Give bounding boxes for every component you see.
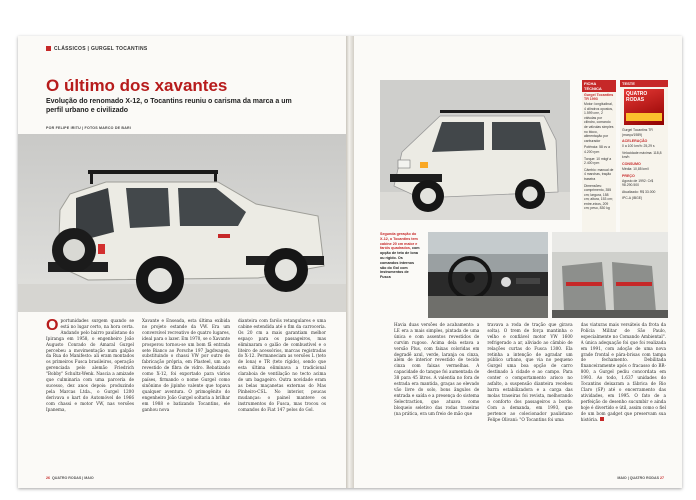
- vmax-value: Velocidade máxima: 118,8 km/h: [622, 150, 662, 160]
- right-page: [354, 36, 682, 488]
- body-column-2: [142, 318, 230, 470]
- preco-label: PREÇO: [622, 173, 635, 178]
- spec-sidebar: [582, 80, 616, 232]
- test-sidebar: [620, 80, 668, 232]
- body-column-2: [487, 322, 572, 470]
- spec-line: Motor: longitudinal, 4 cilindros opostos, 1.599 cm³, 2 válvulas por cilindro, comando de válvulas simples no bloco, alimentação por carburador: [584, 102, 614, 143]
- spread-gutter: [346, 36, 354, 488]
- hero-car-illustration: [18, 134, 346, 312]
- seats-illustration: [552, 232, 668, 318]
- body-column-3: [581, 322, 666, 470]
- body-column-1: [394, 322, 479, 470]
- spec-line: Torque: 10 mkgf a 2.400 rpm: [584, 156, 612, 166]
- column-text: travava a roda de tração que girava solta). O trem de força mantinha o velho e confiável motor VW 1600 refrigerado a ar, aliviado ao câmbio de relações curtas do Fusca 1300. Ela retinha a intenção de agradar um público urbano, que via no pequeno Gurgel uma boa opção de carro destinado à cidade e ao campo. Para conter o comportamento arisco no asfalto, a suspensão dianteira recebeu barra estabilizadora e a carga das molas traseiras foi revista, melhorando o conforto dos passageiros a bordo. Com a demanda, em 1993, que pertence ao colecionador paulistano Felipe Olivani: "O Tocantins foi uma: [487, 322, 573, 422]
- body-column-1: [46, 318, 134, 470]
- spec-line: Dimensões: comprimento, 355 cm; largura, 158 cm; altura, 153 cm; entre-eixos, 209 cm; peso, 830 kg: [584, 183, 613, 211]
- magazine-spread: [18, 36, 682, 488]
- article-headline: O último dos xavantes: [46, 76, 228, 95]
- spec-model: Gurgel Tocantins TR 1993: [584, 93, 614, 101]
- dashboard-illustration: [428, 232, 548, 318]
- right-folio: [617, 476, 666, 480]
- column-text: portunidades surgem quando se está no lugar certo, na hora certa. Andando pelo bairro paulistano do Ipiranga em 1958, o engenheiro João Augusto Conrado do Amaral Gurgel percebeu a movimentação num galpão da Rua do Manifesto: ali eram montados os primeiros Fusca brasileiros, operação gerenciada pelo alemão Friedrich "Bobby" Schultz-Wenk. Nascia a amizade que culminaria com uma parceria de sucesso, dez anos depois: produzindo pela Marcas Ltda., o Gurgel 1200 derivava o kart do Automóvel de 1966 com chassi e motor VW, nas versões Ipanema,: [46, 318, 134, 412]
- section-rubric: [46, 46, 148, 52]
- column-text: Havia duas versões de acabamento: a LE era a mais simples, pintada de uma única e com assentos revestidos de curvim rugoso. Acima dela estava a versão Plus, com faixas coloridas em degradê azul, verde, laranja ou cinza, além de interior revestido de tecido cinza com faixas vermelhas. A capacidade do tanque foi aumentada de 38 para 45 litros. A valentia no fora de estrada era mantida, graças ao elevado vão livre do solo, bons ângulos de entrada e saída e a presença do sistema Selectraction, que atuava como bloqueio seletivo das rodas traseiras (na prática, era um freio de mão que: [394, 322, 480, 416]
- seats-photo: [552, 232, 668, 318]
- accel-value: 0 a 100 km/h: 25,29 s: [622, 144, 655, 149]
- atual-value: Atualizado: R$ 33.000: [622, 189, 656, 194]
- body-column-3: [238, 318, 326, 470]
- preco-value: Agosto de 1992: Cr$ 98.290.500: [622, 178, 654, 188]
- caption-text: com opção de teto de lona ou rígido. Os comandos internos são do Gol com instrumentos de Fusca: [380, 246, 420, 280]
- cover-band: [626, 113, 662, 121]
- spec-line: Potência: 58 cv a 4.200 rpm: [584, 145, 611, 154]
- dashboard-photo: [428, 232, 548, 318]
- byline: POR FELIPE IRITU | FOTOS MARCO DE BARI: [46, 126, 132, 130]
- car-front-photo: [380, 80, 570, 220]
- spec-header: FICHA TÉCNICA: [582, 80, 616, 92]
- car-front-illustration: [380, 80, 570, 220]
- dropcap: O: [46, 318, 59, 334]
- magazine-cover-image: [624, 89, 664, 125]
- page-number: 26: [46, 476, 50, 480]
- page-number: 27: [660, 476, 664, 480]
- article-deck: Evolução do renomado X-12, o Tocantins reuniu o carisma da marca a um perfil urbano e civilizado: [46, 98, 292, 114]
- rubric-square-icon: [46, 46, 51, 51]
- ipca-note: IPC-A (IBGE): [622, 196, 643, 201]
- column-text: dianteira com faróis retangulares e uma cabine estendida até o fim da carroceria. Os 20 cm a mais garantiam melhor espaço para os passageiros, mas eliminaram o galão de combustível e o liteiro de acessórios, marcas registradas do X-12. Permaneciam as versões L (teto de lona) e TR (teto rígido), sendo que esta última eliminava a tradicional claraboia de ventilação no tecto acima de um bagageiro. Outra novidade eram as belas maçanetas externas do Mas Pinheiro-CSL. No interior, poucas mudanças: o painel manteve os instrumentos do Fusca, mas trocou os comandos do Fiat 147 pelos do Gol.: [238, 318, 326, 412]
- photo-caption: [380, 232, 420, 280]
- accel-label: ACELERAÇÃO: [622, 139, 648, 144]
- consumo-label: CONSUMO: [622, 161, 641, 166]
- column-text: das viaturas mais versáteis da frota da Polícia Militar de São Paulo, especialmente no Comando Ambiental". A única adequação foi que foi realizada em 1991, com adoção de uma nova grade frontal e pára-brisas com tampa de fechamento. Debilitada financeiramente após o fracasso do BR-800, a Gurgel pediu concordata em 1993. Ao todo, 1.637 unidades do Tocantins deixaram a fábrica de Rio Claro (SP) até o encerramento das atividades, em 1995. O fato de a perfeição do desenho sucumbir e ainda hoje é divertido e útil, assim como o fiel de um bom gadget que preservam sua história.: [580, 322, 666, 422]
- rubric-text: CLÁSSICOS | GURGEL TOCANTINS: [54, 46, 148, 52]
- column-text: Xavante e Enseada, esta última exibida no projeto estande da VW. Era um conversível recreativo de quatro lugares, ideal para o lazer. Em 1970, se o Xavante prosperou tornou-se um bom fã entrada sete Bianco ao Porsche 197 Jagdwagen, substituindo o chassi VW por outro de fabricação própria, em Plasteel, um aço revestido de fibra de vidro. Rebatizado como X-12, foi exportado para vários países, firmando o nome Gurgel como sinônimo de jipinho valente que topava qualquer aventura. O primogênito do engenheiro João Gurgel soltaria a brilhar em 1988 e batizando Tocantins, ele ganhou nova: [142, 318, 230, 412]
- right-body-text: [394, 322, 666, 470]
- left-body-text: [46, 318, 326, 470]
- test-model: Gurgel Tocantins TR (março/1989): [622, 128, 653, 137]
- consumo-value: Média: 10,85 km/l: [622, 166, 649, 171]
- end-mark-square-icon: [600, 417, 604, 421]
- caption-lead: Segunda geração do X-12, o Tocantins tem cabine 20 cm maior e faróis quadrados,: [380, 232, 418, 251]
- cover-title: QUATRO RODAS: [626, 91, 648, 103]
- left-page: [18, 36, 346, 488]
- folio-label: QUATRO RODAS | MAIO: [52, 476, 94, 480]
- folio-label: MAIO | QUATRO RODAS: [617, 476, 659, 480]
- test-header: TESTE: [620, 80, 668, 87]
- spec-line: Câmbio: manual de 4 marchas, tração traseira: [584, 167, 614, 181]
- hero-car-photo: [18, 134, 346, 312]
- left-folio: [46, 476, 94, 480]
